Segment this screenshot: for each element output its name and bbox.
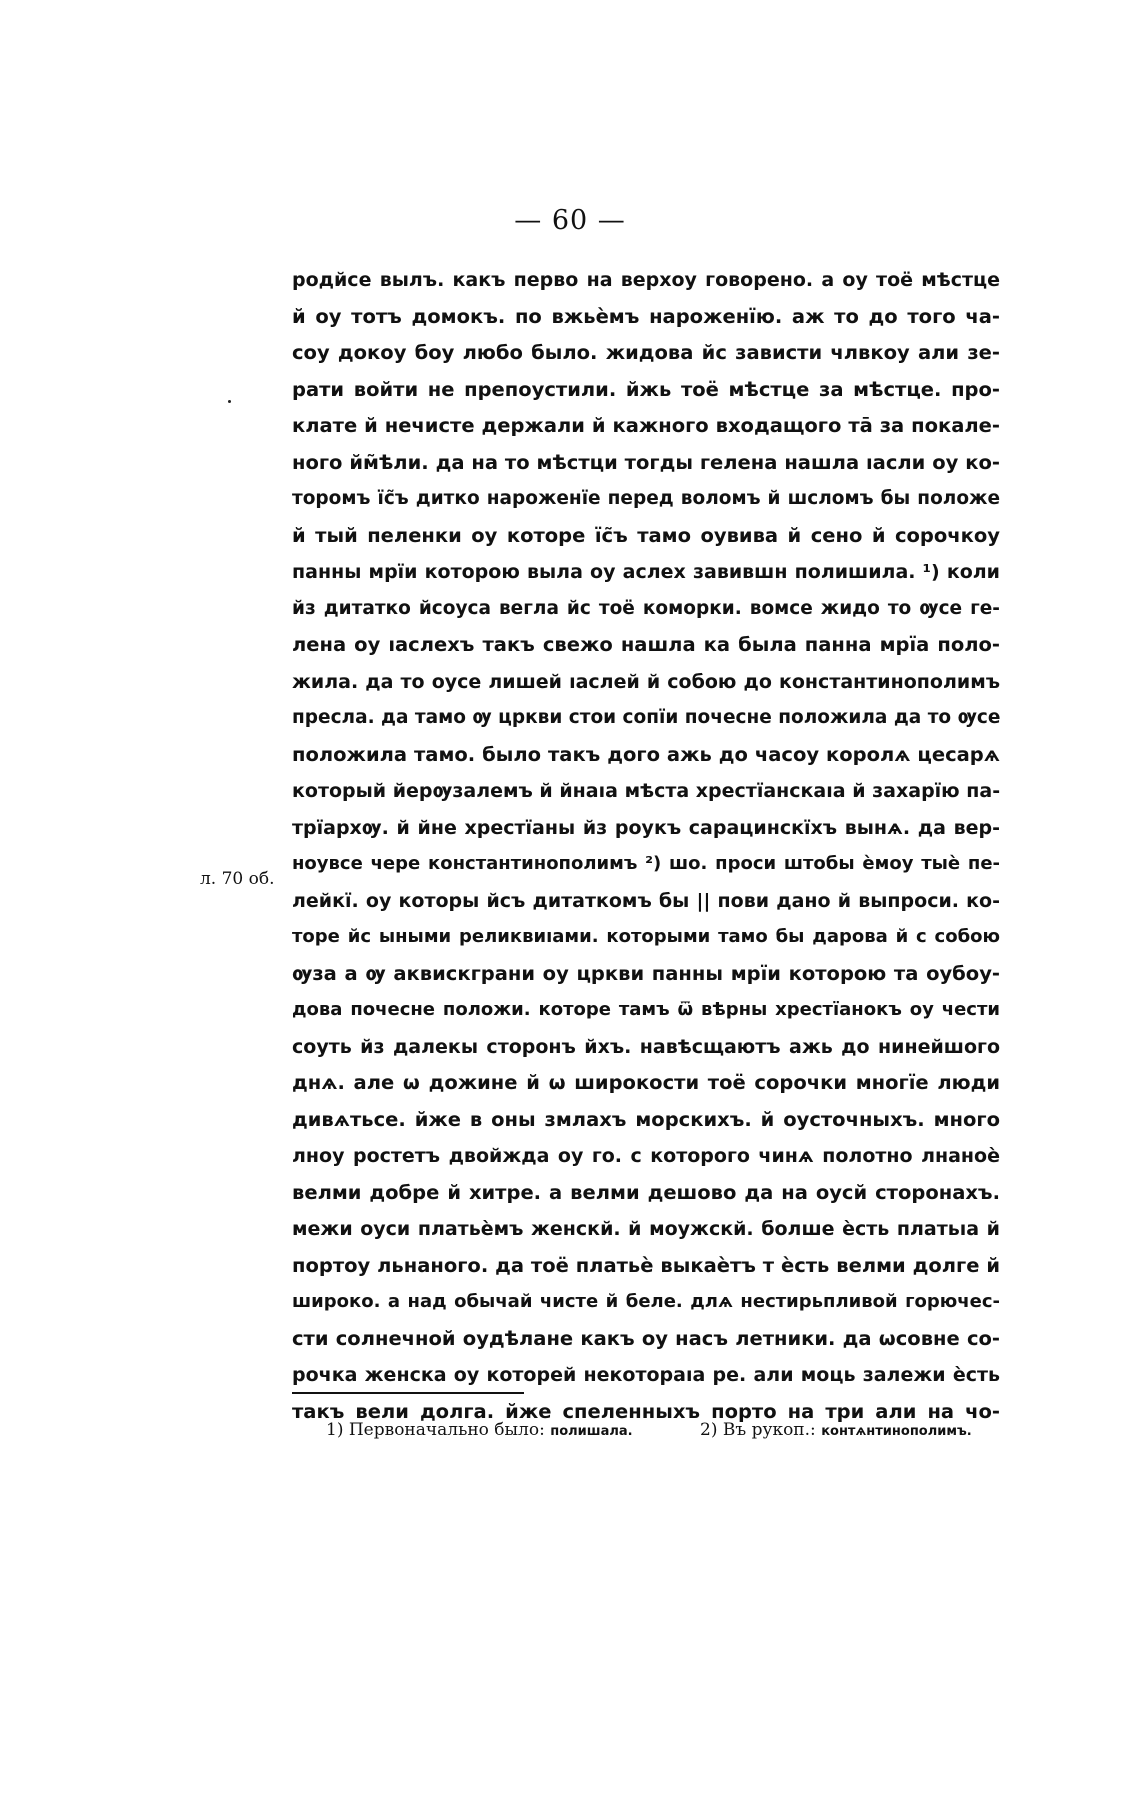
- footnote-1-text: 1) Первоначально было:: [326, 1420, 551, 1440]
- text-line: широко. а над обычай чисте й беле. длѧ нестирьпливой горючес-: [292, 1291, 1000, 1312]
- footnote-2: [700, 1420, 972, 1440]
- footnote-2-slavonic: контѧнтинополимъ.: [821, 1424, 972, 1439]
- text-line: портоу льнаного. да тоё платьѐ выкаѐтъ т ѐсть велми долге й: [292, 1253, 1000, 1277]
- body-text: [292, 262, 1000, 1430]
- text-line: рочка женска оу которей некотораıа ре. али моць залежи ѐсть: [292, 1364, 1000, 1386]
- text-line: пресла. да тамо ѹ цркви стои сопїи почесне положила да то ѹсе: [292, 707, 1000, 728]
- footnote-2-text: 2) Въ рукоп.:: [700, 1420, 822, 1440]
- footnote-1: [326, 1420, 633, 1440]
- text-line: жила. да то оусе лишей ıаслей й собою до константинополимъ: [292, 670, 1000, 693]
- text-line: который йерѹзалемъ й йнаıа мѣста хрестїанскаıа й захарїю па-: [292, 780, 1000, 802]
- text-line: ного йм̃ѣли. да на то мѣстци тогды гелена нашла ıасли оу ко-: [292, 450, 1000, 474]
- text-line: торомъ їс̃ъ дитко нароженїе перед воломъ й шсломъ бы положе: [292, 488, 1000, 509]
- text-line: дивѧтьсе. йже в оны змлахъ морскихъ. й оусточныхъ. много: [292, 1107, 1000, 1131]
- text-line: соуть йз далекы сторонъ йхъ. навѣсщаютъ ажь до нинейшого: [292, 1035, 1000, 1058]
- text-line: клате й нечисте держали й кажного входащого тā за покале-: [292, 414, 1000, 437]
- text-line: днѧ. але ѡ дожине й ѡ широкости тоё сорочки многїе люди: [292, 1071, 1000, 1094]
- text-line: торе йс ыными реликвиıами. которыми тамо бы дарова й с собою: [292, 926, 1000, 947]
- text-line: рати войти не препоустили. йжь тоё мѣстце за мѣстце. про-: [292, 377, 1000, 401]
- text-line: трїархѹ. й йне хрестїаны йз роукъ сарацинскїхъ вынѧ. да вер-: [292, 816, 1000, 839]
- text-line: такъ вели долга. йже спеленныхъ порто на три али на чо-: [292, 1399, 1000, 1423]
- text-line: дова почесне положи. которе тамъ ѿ вѣрны хрестїанокъ оу чести: [292, 999, 1000, 1020]
- text-line: й оу тотъ домокъ. по вжьѐмъ нароженїю. аж то до того ча-: [292, 304, 1000, 328]
- margin-note: л. 70 об.: [200, 869, 275, 889]
- text-line: межи оуси платьѐмъ женскй. й моужскй. болше ѐсть платьıа й: [292, 1218, 1000, 1240]
- text-line: положила тамо. было такъ дого ажь до часоу королѧ цесарѧ: [292, 742, 1000, 766]
- text-line: й тый пеленки оу которе їс̃ъ тамо оувива й сено й сорочкоу: [292, 523, 1000, 547]
- text-line: йз дитатко йсоуса вегла йс тоё коморки. вомсе жидо то ѹсе ге-: [292, 597, 1000, 619]
- text-line: ноувсе чере константинополимъ ²) шо. проси штобы ѐмоу тыѐ пе-: [292, 853, 1000, 874]
- text-line: лейкї. оу которы йсъ дитаткомъ бы || пови дано й выпроси. ко-: [292, 889, 1000, 912]
- text-line: соу докоу боу любо было. жидова йс зависти члвкоу али зе-: [292, 341, 1000, 364]
- page-number: — 60 —: [514, 205, 626, 236]
- text-line: ѹза а ѹ аквискграни оу цркви панны мрїи которою та оубоу-: [292, 961, 1000, 985]
- text-line: лноу ростетъ двойжда оу го. с которого чинѧ полотно лнаноѐ: [292, 1145, 1000, 1167]
- text-line: родйсе вылъ. какъ перво на верхоу говорено. а оу тоё мѣстце: [292, 269, 1000, 291]
- footnote-rule: [292, 1392, 524, 1394]
- footnotes: [326, 1420, 1006, 1440]
- text-line: панны мрїи которою выла оу аслех завившн полишила. ¹) коли: [292, 561, 1000, 583]
- text-line: велми добре й хитре. а велми дешово да на оусй сторонахъ.: [292, 1180, 1000, 1204]
- footnote-1-slavonic: полишала.: [550, 1424, 633, 1439]
- margin-dot: [228, 400, 231, 403]
- text-line: лена оу ıаслехъ такъ свежо нашла ка была панна мрїа поло-: [292, 633, 1000, 656]
- text-line: сти солнечной оудѣлане какъ оу насъ летники. да ѡсовне со-: [292, 1326, 1000, 1350]
